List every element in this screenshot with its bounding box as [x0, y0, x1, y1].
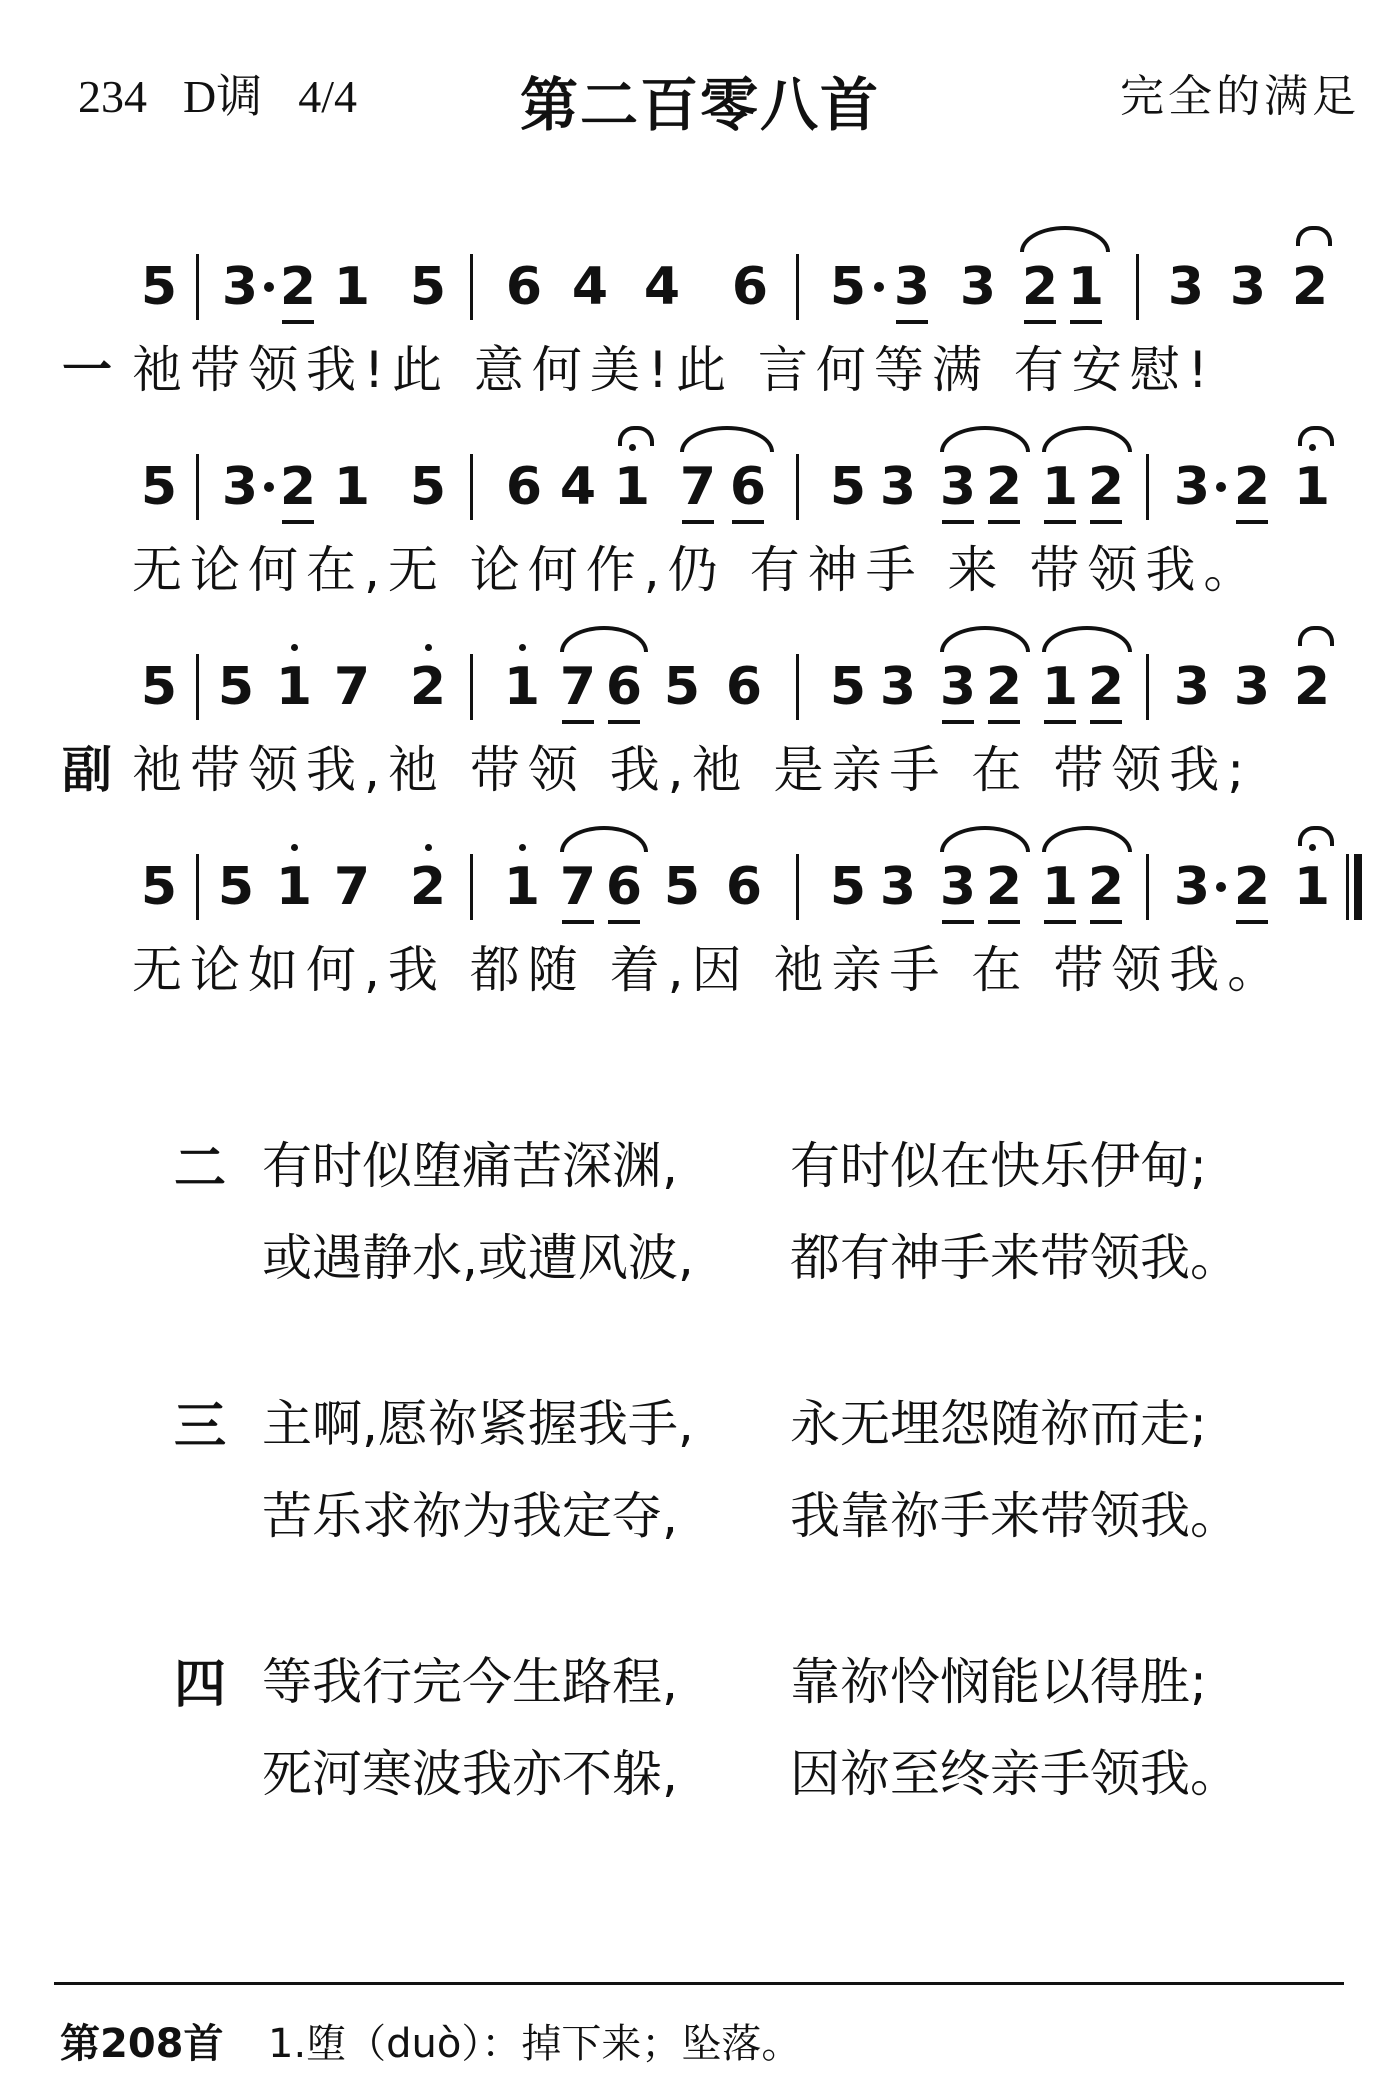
note: 1	[1038, 652, 1082, 722]
verse-line: 永无埋怨随祢而走;	[790, 1395, 1207, 1453]
note: 1	[1038, 852, 1082, 922]
verse-line: 等我行完今生路程,	[262, 1653, 678, 1711]
note: 3	[936, 852, 980, 922]
lyric-line: 无论如何,我 都随 着,因 祂亲手 在 带领我。	[132, 941, 1286, 999]
lyric-line: 祂带领我,祂 带领 我,祂 是亲手 在 带领我;	[132, 741, 1253, 799]
note: 6	[726, 452, 770, 522]
note: 1	[500, 652, 544, 722]
barline	[470, 254, 473, 320]
note: 2	[276, 452, 320, 522]
music-line-3	[0, 652, 1400, 732]
barline	[1146, 454, 1149, 520]
barline	[470, 854, 473, 920]
note: 2	[406, 652, 450, 722]
slur	[940, 426, 1030, 452]
verse-line: 主啊,愿祢紧握我手,	[262, 1395, 694, 1453]
note: 3	[1229, 257, 1267, 317]
slur	[560, 626, 648, 652]
note: 5	[140, 257, 178, 317]
note: 3	[879, 857, 917, 917]
note: 3	[890, 252, 934, 322]
note: 7	[676, 452, 720, 522]
note: 3	[1173, 457, 1211, 517]
lyric-line: 无论何在,无 论何作,仍 有神手 来 带领我。	[132, 541, 1262, 599]
hymn-subtitle: 完全的满足	[1120, 71, 1360, 122]
music-line-1	[0, 252, 1400, 332]
note: 7	[556, 852, 600, 922]
note: 3	[1233, 657, 1271, 717]
note: 1	[272, 852, 316, 922]
note: 7	[333, 657, 371, 717]
note-fermata: 2	[1290, 652, 1334, 722]
note: 6	[602, 652, 646, 722]
barline	[470, 454, 473, 520]
barline	[1146, 654, 1149, 720]
verse-line: 靠祢怜悯能以得胜;	[790, 1653, 1207, 1711]
note: 3	[959, 257, 997, 317]
verse-line: 因祢至终亲手领我。	[790, 1745, 1240, 1803]
note: 3	[879, 657, 917, 717]
note: 3	[936, 652, 980, 722]
augmentation-dot	[264, 482, 274, 492]
note: 6	[505, 457, 543, 517]
slur	[940, 626, 1030, 652]
note: 2	[1230, 452, 1274, 522]
note: 5	[140, 857, 178, 917]
note: 5	[829, 657, 867, 717]
note: 2	[406, 852, 450, 922]
barline	[470, 654, 473, 720]
key-signature: D调	[183, 71, 263, 122]
note: 1	[272, 652, 316, 722]
note: 2	[1084, 652, 1128, 722]
note: 7	[556, 652, 600, 722]
barline	[796, 654, 799, 720]
slur	[1042, 626, 1132, 652]
augmentation-dot	[264, 282, 274, 292]
note: 3	[1167, 257, 1205, 317]
note: 6	[725, 857, 763, 917]
note: 2	[982, 452, 1026, 522]
slur	[560, 826, 648, 852]
note: 1	[1064, 252, 1108, 322]
note: 1	[500, 852, 544, 922]
slur	[1020, 226, 1110, 252]
barline	[196, 854, 199, 920]
note: 6	[602, 852, 646, 922]
note: 5	[829, 857, 867, 917]
note: 1	[1038, 452, 1082, 522]
barline	[796, 854, 799, 920]
footnote-text: 1.堕（duò）：掉下来；坠落。	[268, 2021, 802, 2067]
page-number: 234	[78, 71, 147, 122]
note: 4	[559, 457, 597, 517]
note: 5	[663, 657, 701, 717]
note: 1	[333, 257, 371, 317]
note: 5	[829, 257, 867, 317]
verse-line: 有时似在快乐伊甸;	[790, 1137, 1207, 1195]
barline	[196, 654, 199, 720]
note: 2	[1230, 852, 1274, 922]
note-fermata: 1	[1290, 452, 1334, 522]
note: 2	[1018, 252, 1062, 322]
note: 3	[1173, 857, 1211, 917]
barline	[196, 454, 199, 520]
note: 6	[505, 257, 543, 317]
barline	[1136, 254, 1139, 320]
note: 3	[221, 457, 259, 517]
verse-label: 一	[62, 341, 112, 399]
verse-line: 苦乐求祢为我定夺,	[262, 1487, 678, 1545]
note-fermata: 1	[1290, 852, 1334, 922]
augmentation-dot	[874, 282, 884, 292]
barline	[796, 454, 799, 520]
music-line-4	[0, 852, 1400, 932]
augmentation-dot	[1216, 482, 1226, 492]
note: 5	[829, 457, 867, 517]
verse-line: 我靠祢手来带领我。	[790, 1487, 1240, 1545]
note: 2	[1084, 452, 1128, 522]
note: 5	[140, 457, 178, 517]
note: 5	[217, 857, 255, 917]
note: 5	[409, 257, 447, 317]
note: 5	[663, 857, 701, 917]
verse-line: 或遇静水,或遭风波,	[262, 1229, 694, 1287]
slur	[1042, 826, 1132, 852]
verse-number: 二	[174, 1139, 227, 1199]
note: 5	[140, 657, 178, 717]
augmentation-dot	[1216, 882, 1226, 892]
note-fermata: 2	[1288, 252, 1332, 322]
time-signature: 4/4	[298, 71, 358, 122]
note-fermata: 1	[610, 452, 654, 522]
music-line-2	[0, 452, 1400, 532]
refrain-label: 副	[62, 741, 112, 799]
footnote-divider	[54, 1982, 1344, 1985]
note: 5	[409, 457, 447, 517]
note: 4	[643, 257, 681, 317]
note: 3	[879, 457, 917, 517]
barline	[796, 254, 799, 320]
verse-number: 三	[174, 1397, 227, 1457]
footnote-label: 第208首	[60, 2021, 224, 2067]
verse-number: 四	[174, 1655, 227, 1715]
lyric-line: 祂带领我!此 意何美!此 言何等满 有安慰!	[132, 341, 1216, 399]
note: 2	[1084, 852, 1128, 922]
note: 3	[936, 452, 980, 522]
note: 2	[982, 852, 1026, 922]
hymn-title: 第二百零八首	[519, 71, 880, 139]
verse-line: 都有神手来带领我。	[790, 1229, 1240, 1287]
slur	[680, 426, 774, 452]
note: 4	[571, 257, 609, 317]
barline	[196, 254, 199, 320]
slur	[1042, 426, 1132, 452]
note: 7	[333, 857, 371, 917]
barline	[1146, 854, 1149, 920]
verse-line: 死河寒波我亦不躲,	[262, 1745, 678, 1803]
verse-line: 有时似堕痛苦深渊,	[262, 1137, 678, 1195]
note: 6	[731, 257, 769, 317]
note: 3	[221, 257, 259, 317]
note: 2	[982, 652, 1026, 722]
note: 2	[276, 252, 320, 322]
note: 5	[217, 657, 255, 717]
note: 3	[1173, 657, 1211, 717]
note: 1	[333, 457, 371, 517]
slur	[940, 826, 1030, 852]
final-barline	[1346, 854, 1362, 920]
note: 6	[725, 657, 763, 717]
